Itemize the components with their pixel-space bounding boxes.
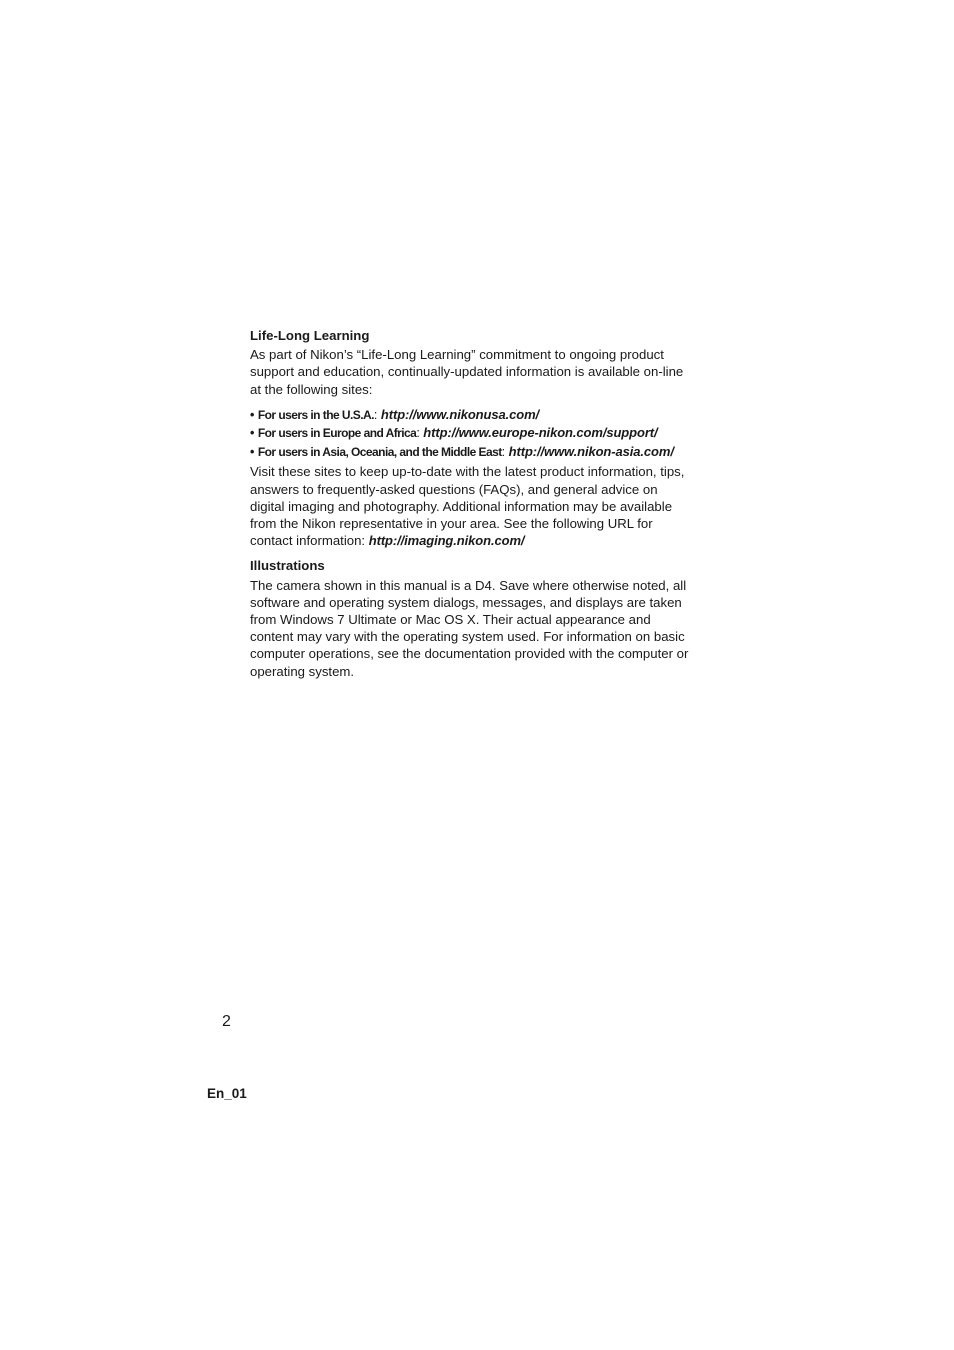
visit-text: Visit these sites to keep up-to-date with the latest product information, tips, answers to frequently-asked questions (FAQs), and general advice on digital imaging and photography. Additional information may be available from the Nikon representative in your area. See the following URL for contact information:	[250, 464, 685, 549]
visit-paragraph	[250, 463, 692, 549]
footer-code: En_01	[207, 1086, 247, 1101]
life-long-learning-intro: As part of Nikon’s “Life-Long Learning” commitment to ongoing product support and education, continually-updated information is available on-line at the following sites:	[250, 347, 684, 397]
life-long-learning-heading: Life-Long Learning	[250, 328, 370, 343]
site-separator: :	[416, 426, 420, 441]
site-url-link[interactable]: http://www.europe-nikon.com/support/	[423, 425, 658, 441]
support-site-item-asia	[250, 443, 692, 462]
main-content	[250, 327, 692, 680]
support-site-item-europe	[250, 424, 692, 443]
site-region: For users in Europe and Africa	[257, 426, 417, 441]
illustrations-body: The camera shown in this manual is a D4. Save where otherwise noted, all software and operating system dialogs, messages, and displays are taken from Windows 7 Ultimate or Mac OS X. Their actual appearance and content may vary with the operating system used. For information on basic computer operations, see the documentation provided with the computer or operating system.	[250, 577, 689, 679]
bullet-icon: •	[250, 407, 255, 422]
bullet-icon: •	[250, 426, 255, 441]
bullet-icon: •	[250, 444, 255, 459]
site-region: For users in Asia, Oceania, and the Middle East	[257, 444, 502, 459]
site-separator: :	[373, 407, 378, 422]
site-separator: :	[501, 444, 506, 459]
contact-url-link[interactable]: http://imaging.nikon.com/	[368, 533, 525, 549]
site-url-link[interactable]: http://www.nikon-asia.com/	[508, 443, 674, 459]
support-site-item-usa	[250, 406, 692, 425]
page-number: 2	[222, 1013, 231, 1030]
site-url-link[interactable]: http://www.nikonusa.com/	[380, 406, 540, 422]
support-sites-list	[250, 406, 692, 462]
site-region: For users in the U.S.A.	[257, 407, 374, 422]
illustrations-heading: Illustrations	[250, 558, 325, 574]
